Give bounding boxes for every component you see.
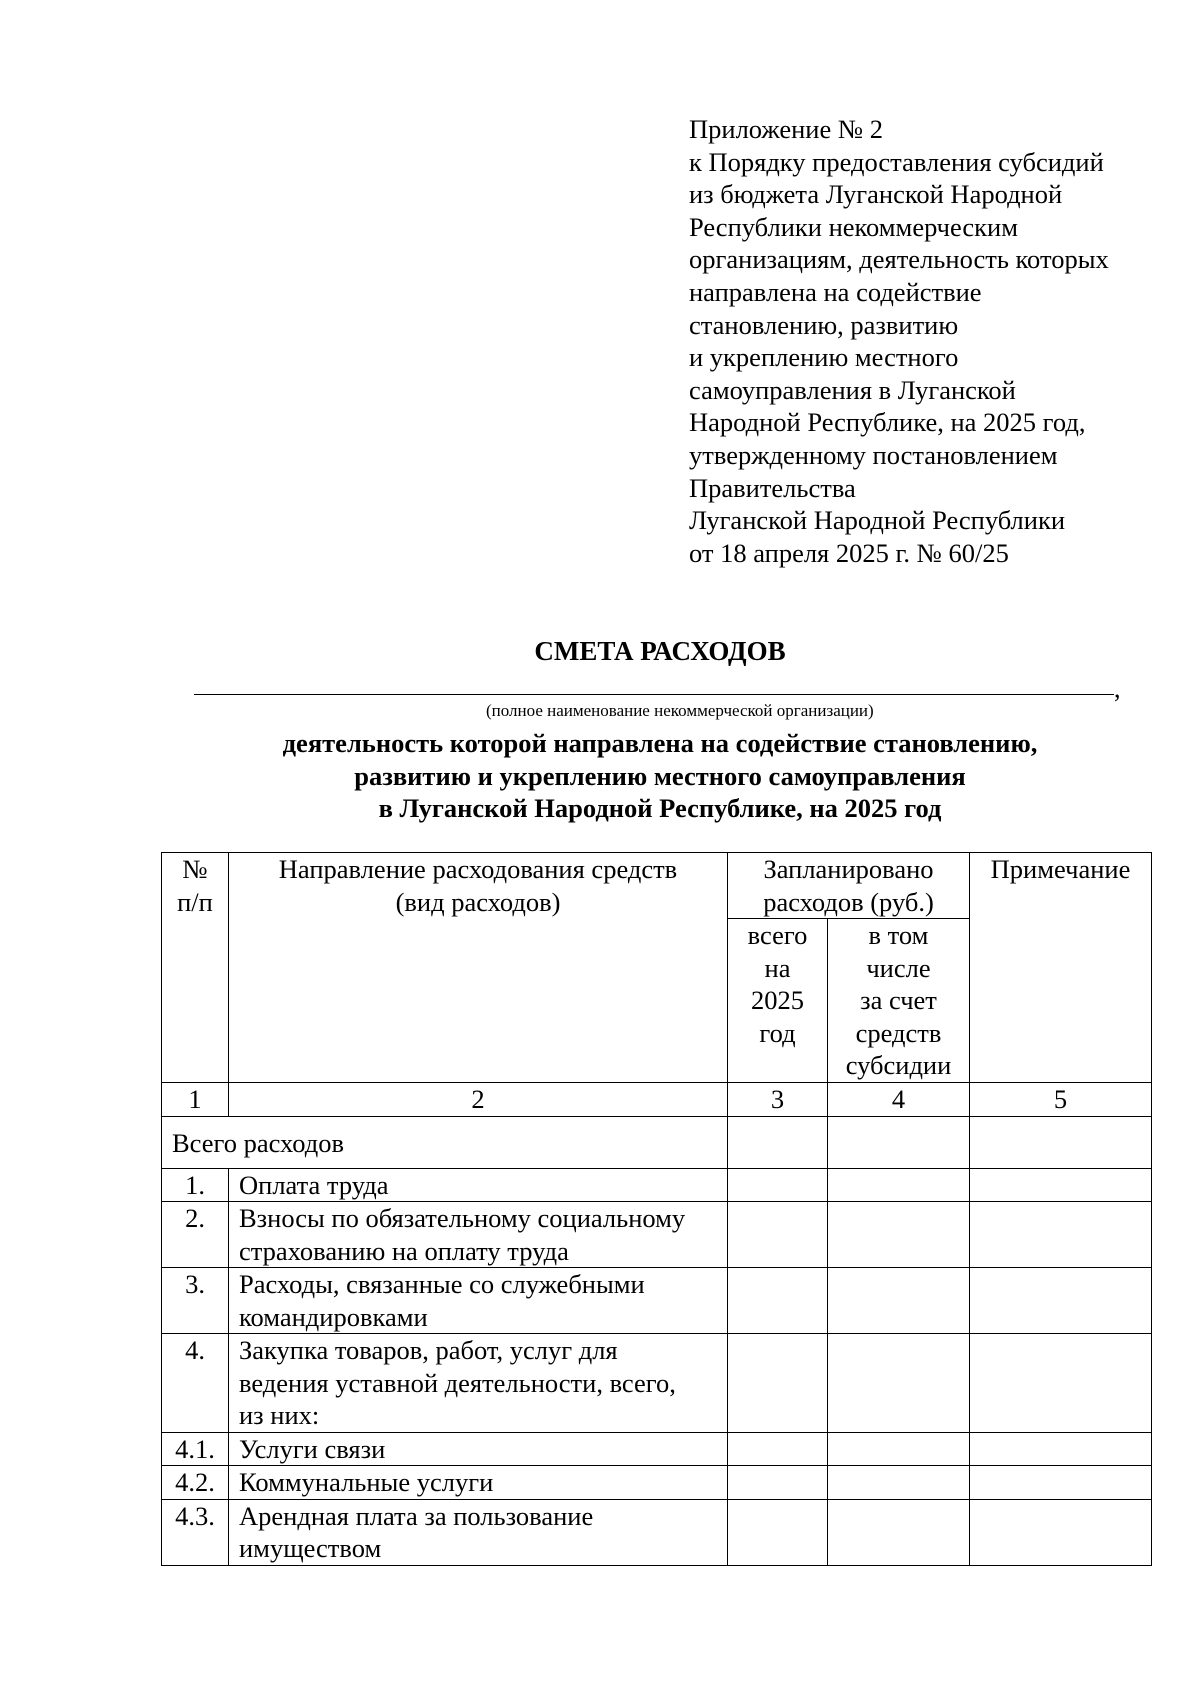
appendix-line: Луганской Народной Республики [689, 505, 1066, 536]
subtitle-line: в Луганской Народной Республике, на 2025 год [378, 793, 942, 823]
appendix-line: к Порядку предоставления субсидий [689, 146, 1104, 177]
table-cell [728, 1432, 828, 1466]
appendix-line: от 18 апреля 2025 г. № 60/25 [689, 537, 1009, 568]
table-cell [728, 1116, 828, 1168]
table-cell [728, 1168, 828, 1202]
document-subtitle [0, 727, 1200, 825]
total-row [162, 1116, 1152, 1168]
subtitle-line: развитию и укреплению местного самоуправления [354, 760, 966, 791]
header-subsidy: в том числе за счет средств субсидии [828, 919, 970, 1083]
header-note: Примечание [970, 853, 1152, 1083]
row-number: 2. [162, 1202, 229, 1268]
table-row [162, 1499, 1152, 1565]
table-row [162, 1168, 1152, 1202]
row-description: Услуги связи [229, 1432, 728, 1466]
table-row [162, 1432, 1152, 1466]
row-number: 3. [162, 1268, 229, 1334]
column-number: 5 [970, 1083, 1152, 1117]
table-row [162, 1466, 1152, 1500]
table-cell [970, 1499, 1152, 1565]
row-description: Коммунальные услуги [229, 1466, 728, 1500]
organization-name-line [194, 694, 1114, 695]
table-cell [970, 1466, 1152, 1500]
organization-name-comma: , [1114, 674, 1121, 703]
table-cell [728, 1466, 828, 1500]
table-cell [828, 1334, 970, 1433]
table-cell [728, 1499, 828, 1565]
appendix-line: из бюджета Луганской Народной [689, 179, 1063, 210]
header-num: № п/п [162, 853, 229, 1083]
table-row [162, 1334, 1152, 1433]
row-description: Взносы по обязательному социальному страхованию на оплату труда [229, 1202, 728, 1268]
document-title: СМЕТА РАСХОДОВ [534, 636, 786, 666]
subtitle-line: деятельность которой направлена на содействие становлению, [282, 728, 1038, 758]
appendix-line: становлению, развитию [689, 309, 959, 340]
row-number: 1. [162, 1168, 229, 1202]
header-direction: Направление расходования средств (вид расходов) [229, 853, 728, 1083]
table-cell [828, 1268, 970, 1334]
row-description: Арендная плата за пользование имуществом [229, 1499, 728, 1565]
appendix-line: Республики некоммерческим [689, 211, 1019, 242]
appendix-line: Приложение № 2 [689, 114, 884, 144]
header-planned: Запланировано расходов (руб.) [728, 853, 970, 919]
row-description: Закупка товаров, работ, услуг для ведения уставной деятельности, всего, из них: [229, 1334, 728, 1433]
table-cell [728, 1202, 828, 1268]
total-row-label: Всего расходов [162, 1116, 728, 1168]
expense-table [161, 852, 1152, 1566]
table-row [162, 1268, 1152, 1334]
column-number: 2 [229, 1083, 728, 1117]
row-description: Оплата труда [229, 1168, 728, 1202]
table-cell [728, 1334, 828, 1433]
table-row [162, 1202, 1152, 1268]
table-cell [828, 1499, 970, 1565]
appendix-line: Народной Республике, на 2025 год, [689, 407, 1086, 438]
table-header-row [162, 853, 1152, 919]
table-cell [828, 1432, 970, 1466]
column-number: 4 [828, 1083, 970, 1117]
appendix-line: утвержденному постановлением [689, 439, 1058, 470]
appendix-line: организациям, деятельность которых [689, 244, 1109, 275]
row-number: 4.1. [162, 1432, 229, 1466]
table-cell [970, 1432, 1152, 1466]
appendix-line: и укреплению местного [689, 342, 959, 373]
table-cell [728, 1268, 828, 1334]
table-cell [970, 1334, 1152, 1433]
table-cell [970, 1116, 1152, 1168]
appendix-line: самоуправления в Луганской [689, 374, 1016, 405]
organization-name-hint: (полное наименование некоммерческой организации) [486, 701, 874, 720]
row-number: 4.3. [162, 1499, 229, 1565]
table-cell [828, 1466, 970, 1500]
table-cell [970, 1202, 1152, 1268]
table-cell [970, 1168, 1152, 1202]
table-cell [828, 1202, 970, 1268]
row-description: Расходы, связанные со служебными командировками [229, 1268, 728, 1334]
column-number: 1 [162, 1083, 229, 1117]
table-cell [828, 1168, 970, 1202]
table-cell [970, 1268, 1152, 1334]
appendix-line: направлена на содействие [689, 276, 982, 307]
row-number: 4. [162, 1334, 229, 1433]
column-number: 3 [728, 1083, 828, 1117]
row-number: 4.2. [162, 1466, 229, 1500]
header-total-year: всего на 2025 год [728, 919, 828, 1083]
table-cell [828, 1116, 970, 1168]
column-number-row [162, 1083, 1152, 1117]
appendix-block [689, 113, 1109, 569]
appendix-line: Правительства [689, 472, 856, 503]
